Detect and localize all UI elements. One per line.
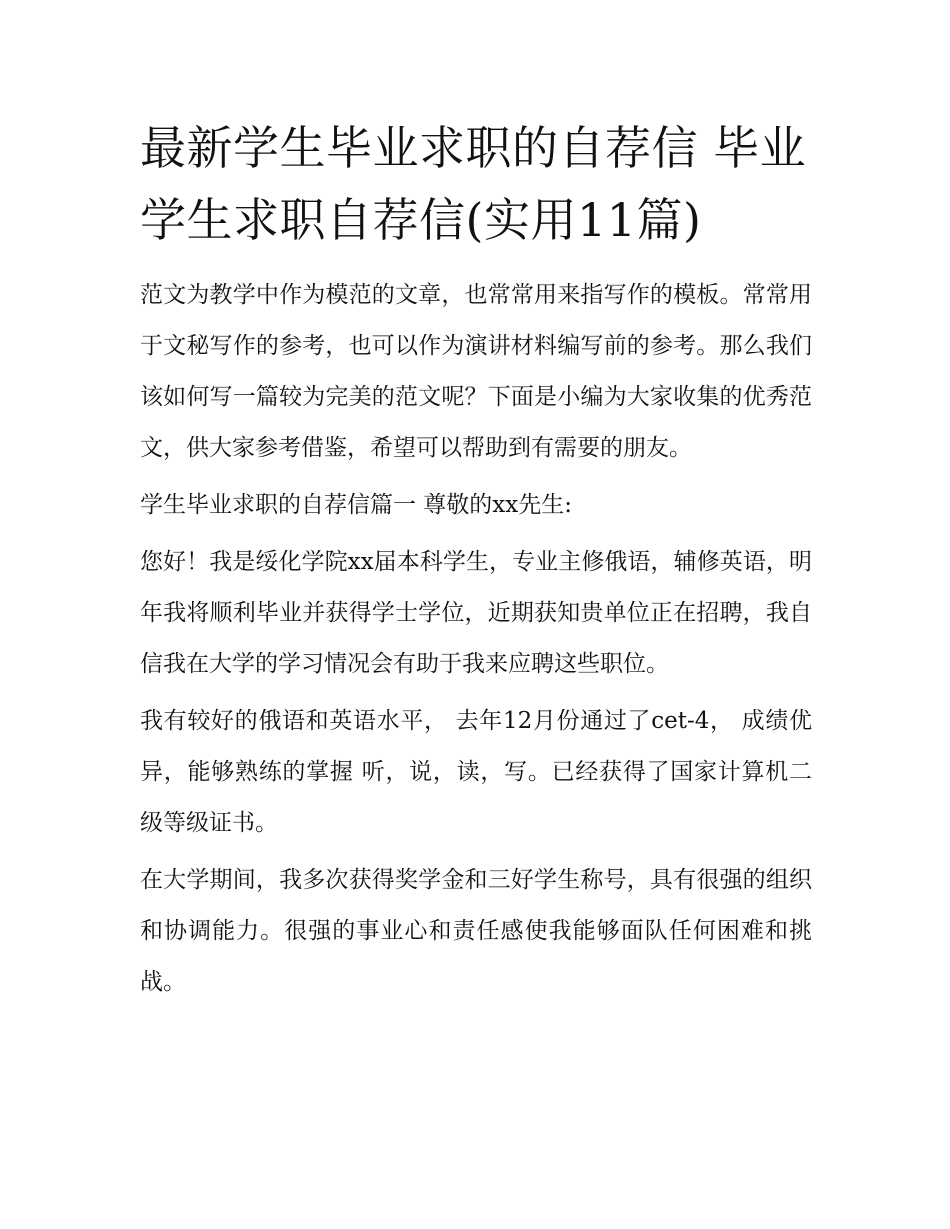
document-body [140, 112, 812, 1014]
paragraph-introduction-self: 您好！我是绥化学院xx届本科学生，专业主修俄语，辅修英语，明年我将顺利毕业并获得学士学位，近期获知贵单位正在招聘，我自信我在大学的学习情况会有助于我来应聘这些职位。 [140, 549, 812, 677]
paragraph-salutation: 学生毕业求职的自荐信篇一 尊敬的xx先生: [140, 492, 573, 518]
paragraph-achievements: 在大学期间，我多次获得奖学金和三好学生称号，具有很强的组织和协调能力。很强的事业心和责任感使我能够面队任何困难和挑战。 [140, 867, 812, 995]
paragraph-language-skills: 我有较好的俄语和英语水平， 去年12月份通过了cet-4， 成绩优异，能够熟练的掌握 听，说，读，写。已经获得了国家计算机二级等级证书。 [140, 708, 812, 836]
paragraph-intro: 范文为教学中作为模范的文章，也常常用来指写作的模板。常常用于文秘写作的参考，也可以作为演讲材料编写前的参考。那么我们该如何写一篇较为完美的范文呢？下面是小编为大家收集的优秀范文，供大家参考借鉴，希望可以帮助到有需要的朋友。 [140, 282, 812, 461]
document-title: 最新学生毕业求职的自荐信 毕业学生求职自荐信(实用11篇) [140, 121, 807, 247]
